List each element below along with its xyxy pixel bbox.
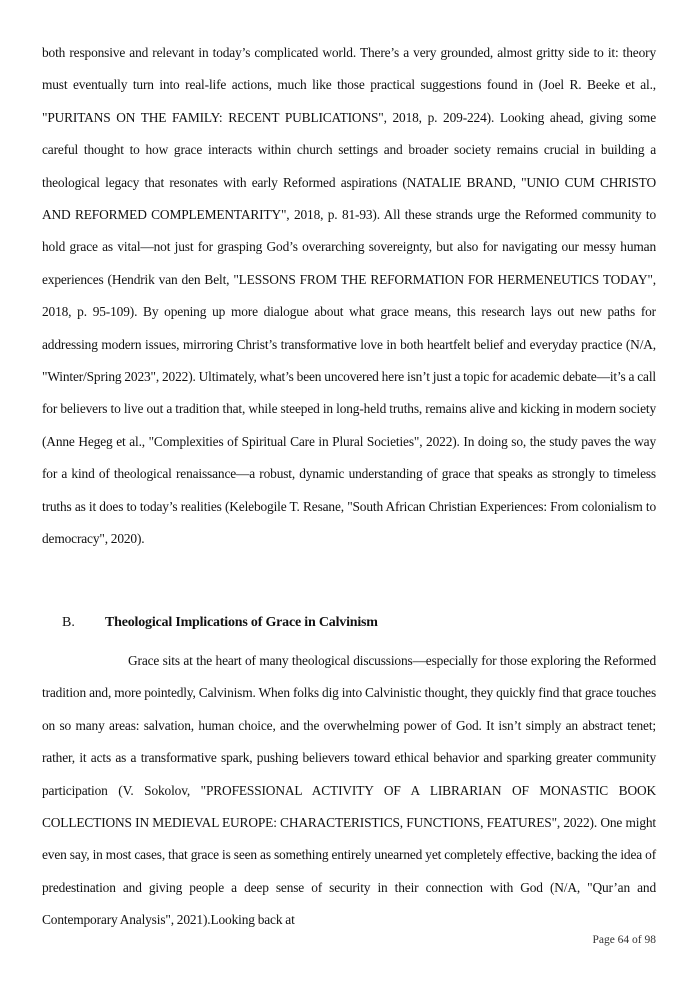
section-title: Theological Implications of Grace in Calvinism <box>105 615 378 630</box>
body-paragraph: both responsive and relevant in today’s complicated world. There’s a very grounded, almost gritty side to it: theory must eventually turn into real-life actions, much like those practical suggestions found in (Joel R. Beeke et al., "PURITANS ON THE FAMILY: RECENT PUBLICATIONS", 2018, p. 209-224). Looking ahead, giving some careful thought to how grace interacts within church settings and broader society remains crucial in building a theological legacy that resonates with early Reformed aspirations (NATALIE BRAND, "UNIO CUM CHRISTO AND REFORMED COMPLEMENTARITY", 2018, p. 81-93). All these strands urge the Reformed community to hold grace as vital—not just for grasping God’s overarching sovereignty, but also for navigating our messy human experiences (Hendrik van den Belt, "LESSONS FROM THE REFORMATION FOR HERMENEUTICS TODAY", 2018, p. 95-109). By opening up more dialogue about what grace means, this research lays out new paths for addressing modern issues, mirroring Christ’s transformative love in both heartfelt belief and everyday practice (N/A, "Winter/Spring 2023", 2022). Ultimately, what’s been uncovered here isn’t just a topic for academic debate—it’s a call for believers to live out a tradition that, while steeped in long-held truths, remains alive and kicking in modern society (Anne Hegeg et al., "Complexities of Spiritual Care in Plural Societies", 2022). In doing so, the study paves the way for a kind of theological renaissance—a robust, dynamic understanding of grace that speaks as strongly to timeless truths as it does to today’s realities (Kelebogile T. Resane, "South African Christian Experiences: From colonialism to democracy", 2020). <box>42 45 656 547</box>
section-heading <box>62 607 378 639</box>
body-paragraph: Grace sits at the heart of many theological discussions—especially for those exploring the Reformed tradition and, more pointedly, Calvinism. When folks dig into Calvinistic thought, they quickly find that grace touches on so many areas: salvation, human choice, and the overwhelming power of God. It isn’t simply an abstract tenet; rather, it acts as a transformative spark, pushing believers toward ethical behavior and sparking greater community participation (V. Sokolov, "PROFESSIONAL ACTIVITY OF A LIBRARIAN OF MONASTIC BOOK COLLECTIONS IN MEDIEVAL EUROPE: CHARACTERISTICS, FUNCTIONS, FEATURES", 2022). One might even say, in most cases, that grace is seen as something entirely unearned yet completely effective, backing the idea of predestination and giving people a deep sense of security in their connection with God (N/A, "Qur’an and Contemporary Analysis", 2021).Looking back at <box>42 653 656 928</box>
section-label: B. <box>62 615 75 630</box>
page-number: Page 64 of 98 <box>592 934 656 946</box>
